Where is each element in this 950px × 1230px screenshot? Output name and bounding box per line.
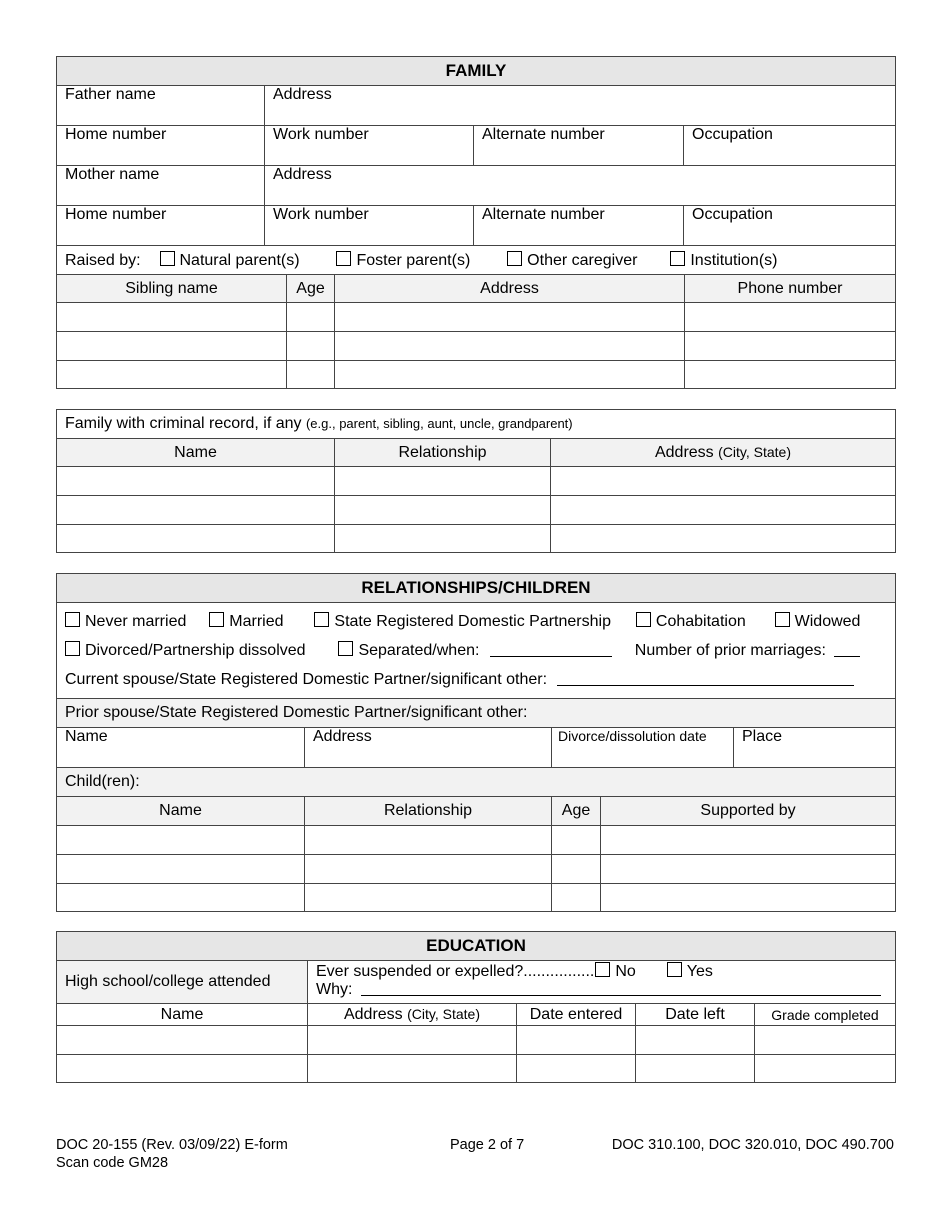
institutions-checkbox[interactable]	[670, 251, 685, 266]
date-left-cell[interactable]	[636, 1055, 755, 1083]
marital-status-row	[65, 603, 887, 636]
raised-by-row	[57, 246, 896, 275]
foster-parents-label: Foster parent(s)	[356, 251, 471, 269]
child-name-cell[interactable]	[57, 855, 305, 884]
child-relationship-cell[interactable]	[305, 884, 552, 912]
child-age-header: Age	[552, 797, 601, 826]
why-row	[316, 981, 887, 999]
grade-completed-cell[interactable]	[755, 1055, 896, 1083]
table-row	[57, 525, 896, 553]
married-checkbox[interactable]	[209, 612, 224, 627]
table-row	[57, 496, 896, 525]
sibling-address-cell[interactable]	[335, 332, 685, 361]
date-left-cell[interactable]	[636, 1026, 755, 1055]
child-name-header: Name	[57, 797, 305, 826]
date-entered-header: Date entered	[517, 1004, 636, 1026]
prior-marriages-input[interactable]	[834, 642, 860, 657]
grade-completed-header: Grade completed	[755, 1004, 896, 1026]
father-work-number-field[interactable]: Work number	[265, 126, 474, 166]
criminal-title-text: Family with criminal record, if any	[65, 415, 302, 432]
table-row	[57, 826, 896, 855]
sibling-address-cell[interactable]	[335, 303, 685, 332]
form-id: DOC 20-155 (Rev. 03/09/22) E-form	[56, 1137, 288, 1153]
child-relationship-cell[interactable]	[305, 826, 552, 855]
other-caregiver-checkbox[interactable]	[507, 251, 522, 266]
table-row	[57, 1055, 896, 1083]
domestic-partnership-label: State Registered Domestic Partnership	[334, 613, 611, 630]
widowed-checkbox[interactable]	[775, 612, 790, 627]
table-row	[57, 303, 896, 332]
school-name-cell[interactable]	[57, 1055, 308, 1083]
scan-code: Scan code GM28	[56, 1155, 169, 1171]
school-address-label: Address	[343, 1005, 403, 1023]
widowed-label: Widowed	[794, 613, 861, 630]
cohabitation-label: Cohabitation	[655, 613, 746, 630]
natural-parents-label: Natural parent(s)	[179, 251, 300, 269]
father-alternate-number-field[interactable]: Alternate number	[474, 126, 684, 166]
school-name-header: Name	[57, 1004, 308, 1026]
married-label: Married	[229, 613, 284, 630]
child-name-cell[interactable]	[57, 884, 305, 912]
table-row	[57, 884, 896, 912]
page-number: Page 2 of 7	[450, 1137, 525, 1153]
criminal-name-cell[interactable]	[57, 496, 335, 525]
criminal-address-cell[interactable]	[551, 467, 896, 496]
criminal-address-label: Address	[654, 443, 714, 461]
never-married-checkbox[interactable]	[65, 612, 80, 627]
school-address-header	[308, 1004, 517, 1026]
children-label: Child(ren):	[57, 768, 896, 797]
prior-spouse-place-field[interactable]: Place	[734, 728, 896, 768]
prior-marriages-label: Number of prior marriages:	[634, 642, 826, 659]
criminal-record-section	[56, 409, 895, 553]
divorced-label: Divorced/Partnership dissolved	[85, 642, 306, 659]
sibling-name-cell[interactable]	[57, 332, 287, 361]
suspended-label: Ever suspended or expelled?................	[316, 963, 595, 980]
sibling-phone-cell[interactable]	[685, 361, 896, 389]
foster-parents-checkbox[interactable]	[336, 251, 351, 266]
separated-label: Separated/when:	[358, 642, 480, 659]
father-name-field[interactable]: Father name	[57, 86, 265, 126]
doc-references: DOC 310.100, DOC 320.010, DOC 490.700	[611, 1137, 894, 1153]
sibling-phone-cell[interactable]	[685, 332, 896, 361]
criminal-address-cell[interactable]	[551, 496, 896, 525]
father-home-number-field[interactable]: Home number	[57, 126, 265, 166]
date-entered-cell[interactable]	[517, 1055, 636, 1083]
mother-name-field[interactable]: Mother name	[57, 166, 265, 206]
table-row	[57, 1026, 896, 1055]
child-age-cell[interactable]	[552, 855, 601, 884]
prior-spouse-label: Prior spouse/State Registered Domestic Partner/significant other:	[57, 699, 896, 728]
sibling-age-cell[interactable]	[287, 332, 335, 361]
cohabitation-checkbox[interactable]	[636, 612, 651, 627]
child-relationship-header: Relationship	[305, 797, 552, 826]
natural-parents-checkbox[interactable]	[160, 251, 175, 266]
sibling-name-header: Sibling name	[57, 275, 287, 303]
sibling-age-header: Age	[287, 275, 335, 303]
separated-checkbox[interactable]	[338, 641, 353, 656]
prior-spouse-name-field[interactable]: Name	[57, 728, 305, 768]
school-address-cell[interactable]	[308, 1026, 517, 1055]
child-supported-by-cell[interactable]	[601, 855, 896, 884]
current-spouse-label: Current spouse/State Registered Domestic Partner/significant other:	[65, 671, 548, 688]
table-row	[57, 361, 896, 389]
child-supported-by-header: Supported by	[601, 797, 896, 826]
criminal-title-note: (e.g., parent, sibling, aunt, uncle, grandparent)	[305, 416, 573, 431]
grade-completed-cell[interactable]	[755, 1026, 896, 1055]
suspended-yes-checkbox[interactable]	[667, 962, 682, 977]
family-section	[56, 56, 895, 389]
mother-address-field[interactable]: Address	[265, 166, 896, 206]
child-age-cell[interactable]	[552, 884, 601, 912]
marital-status-row-2	[65, 636, 887, 665]
relationships-section	[56, 573, 895, 912]
sibling-name-cell[interactable]	[57, 361, 287, 389]
suspended-area	[308, 961, 896, 1004]
criminal-relationship-cell[interactable]	[335, 467, 551, 496]
separated-when-input[interactable]	[490, 642, 612, 657]
child-supported-by-cell[interactable]	[601, 884, 896, 912]
sibling-age-cell[interactable]	[287, 303, 335, 332]
criminal-address-note: (City, State)	[718, 443, 792, 460]
criminal-name-cell[interactable]	[57, 525, 335, 553]
divorce-date-field[interactable]: Divorce/dissolution date	[552, 728, 734, 768]
suspended-no-checkbox[interactable]	[595, 962, 610, 977]
institutions-label: Institution(s)	[690, 251, 778, 269]
school-address-note: (City, State)	[407, 1005, 481, 1022]
criminal-name-cell[interactable]	[57, 467, 335, 496]
child-supported-by-cell[interactable]	[601, 826, 896, 855]
mother-work-number-field[interactable]: Work number	[265, 206, 474, 246]
criminal-relationship-header: Relationship	[335, 439, 551, 467]
sibling-address-cell[interactable]	[335, 361, 685, 389]
mother-home-number-field[interactable]: Home number	[57, 206, 265, 246]
current-spouse-row	[65, 665, 887, 694]
table-row	[57, 855, 896, 884]
mother-alternate-number-field[interactable]: Alternate number	[474, 206, 684, 246]
criminal-name-header: Name	[57, 439, 335, 467]
school-name-cell[interactable]	[57, 1026, 308, 1055]
father-occupation-field[interactable]: Occupation	[684, 126, 896, 166]
suspended-yes-label: Yes	[686, 963, 713, 980]
marital-status-area	[57, 603, 896, 699]
criminal-record-title	[57, 410, 896, 439]
criminal-relationship-cell[interactable]	[335, 496, 551, 525]
domestic-partnership-checkbox[interactable]	[314, 612, 329, 627]
relationships-title: RELATIONSHIPS/CHILDREN	[57, 574, 896, 603]
sibling-address-header: Address	[335, 275, 685, 303]
suspended-no-label: No	[615, 963, 636, 980]
sibling-name-cell[interactable]	[57, 303, 287, 332]
prior-spouse-address-field[interactable]: Address	[305, 728, 552, 768]
sibling-phone-cell[interactable]	[685, 303, 896, 332]
criminal-address-header	[551, 439, 896, 467]
child-name-cell[interactable]	[57, 826, 305, 855]
date-left-header: Date left	[636, 1004, 755, 1026]
child-relationship-cell[interactable]	[305, 855, 552, 884]
raised-by-label: Raised by:	[65, 251, 141, 269]
education-title: EDUCATION	[57, 932, 896, 961]
why-input[interactable]	[361, 981, 881, 996]
criminal-address-cell[interactable]	[551, 525, 896, 553]
criminal-relationship-cell[interactable]	[335, 525, 551, 553]
suspended-row	[316, 962, 887, 981]
school-address-cell[interactable]	[308, 1055, 517, 1083]
family-title: FAMILY	[57, 57, 896, 86]
current-spouse-input[interactable]	[557, 671, 854, 686]
sibling-age-cell[interactable]	[287, 361, 335, 389]
table-row	[57, 467, 896, 496]
father-address-field[interactable]: Address	[265, 86, 896, 126]
mother-occupation-field[interactable]: Occupation	[684, 206, 896, 246]
date-entered-cell[interactable]	[517, 1026, 636, 1055]
other-caregiver-label: Other caregiver	[527, 251, 638, 269]
education-section	[56, 931, 895, 1083]
sibling-phone-header: Phone number	[685, 275, 896, 303]
table-row	[57, 332, 896, 361]
child-age-cell[interactable]	[552, 826, 601, 855]
why-label: Why:	[316, 981, 353, 998]
never-married-label: Never married	[85, 613, 187, 630]
divorced-checkbox[interactable]	[65, 641, 80, 656]
school-attended-label: High school/college attended	[57, 961, 308, 1004]
